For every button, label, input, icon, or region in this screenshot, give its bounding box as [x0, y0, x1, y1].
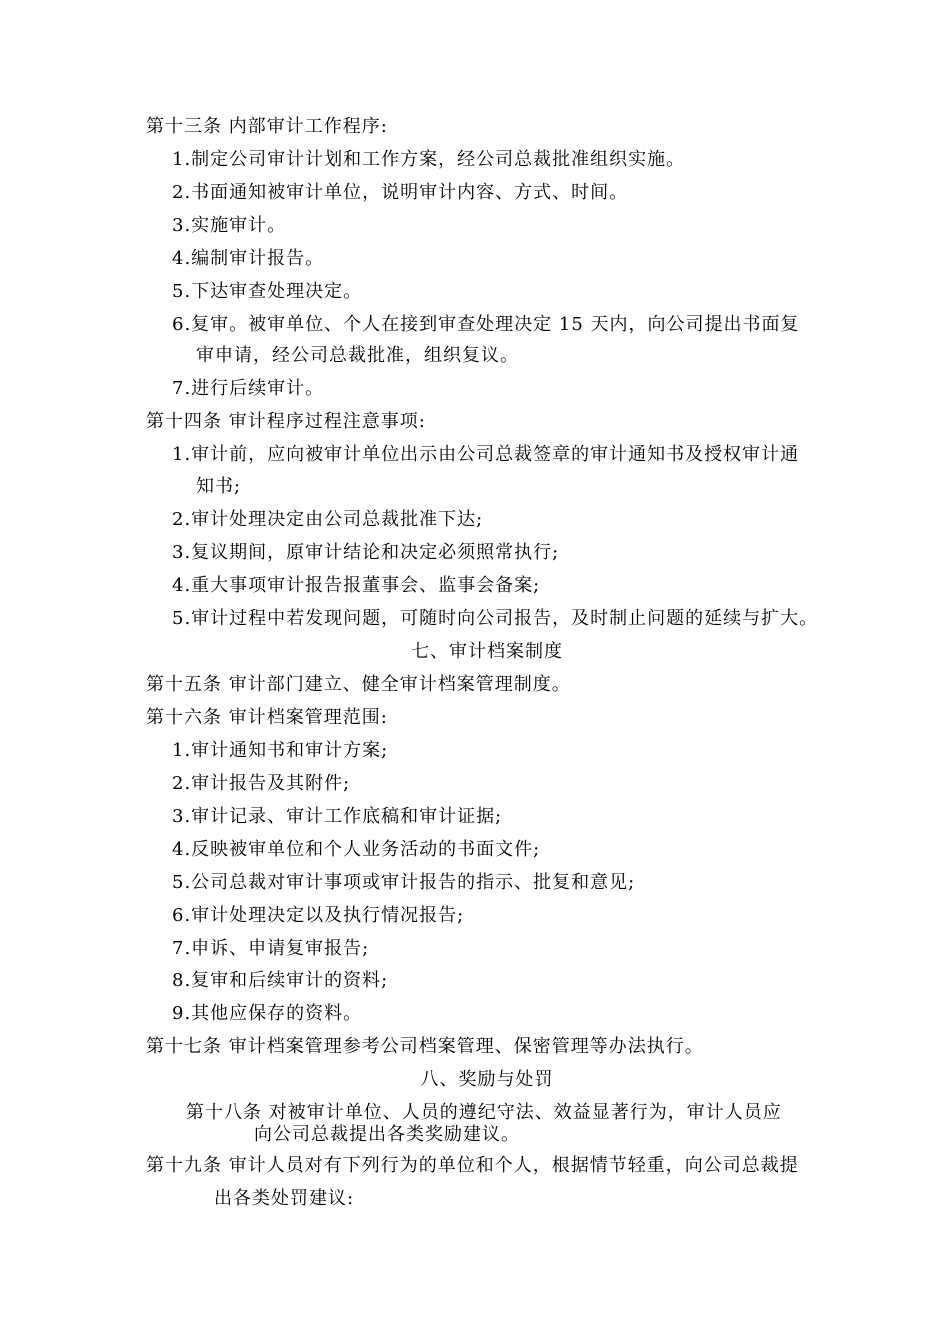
article-16-title: 第十六条 审计档案管理范围:: [146, 707, 388, 728]
article-13-item-2: 2.书面通知被审计单位，说明审计内容、方式、时间。: [172, 182, 629, 203]
article-13-item-6-cont: 审申请，经公司总裁批准，组织复议。: [196, 345, 519, 366]
article-13-item-5: 5.下达审查处理决定。: [172, 281, 363, 302]
article-14-item-4: 4.重大事项审计报告报董事会、监事会备案;: [172, 575, 541, 596]
article-14-item-1-cont: 知书;: [196, 476, 242, 497]
article-13-item-3: 3.实施审计。: [172, 215, 287, 236]
article-13-item-1: 1.制定公司审计计划和工作方案，经公司总裁批准组织实施。: [172, 149, 686, 170]
article-14-item-3: 3.复议期间，原审计结论和决定必须照常执行;: [172, 542, 560, 563]
article-16-item-4: 4.反映被审单位和个人业务活动的书面文件;: [172, 839, 541, 860]
article-16-item-7: 7.申诉、申请复审报告;: [172, 938, 370, 959]
article-18-line-2: 向公司总裁提出各类奖励建议。: [254, 1124, 520, 1145]
article-14-item-1: 1.审计前，应向被审计单位出示由公司总裁签章的审计通知书及授权审计通: [172, 444, 800, 465]
article-16-item-5: 5.公司总裁对审计事项或审计报告的指示、批复和意见;: [172, 872, 636, 893]
article-16-item-8: 8.复审和后续审计的资料;: [172, 970, 389, 991]
article-15-title: 第十五条 审计部门建立、健全审计档案管理制度。: [146, 674, 571, 695]
article-19-line-2: 出各类处罚建议:: [214, 1188, 355, 1209]
article-16-item-2: 2.审计报告及其附件;: [172, 773, 351, 794]
article-17-title: 第十七条 审计档案管理参考公司档案管理、保密管理等办法执行。: [146, 1036, 704, 1057]
article-16-item-6: 6.审计处理决定以及执行情况报告;: [172, 905, 465, 926]
article-19-line-1: 第十九条 审计人员对有下列行为的单位和个人，根据情节轻重，向公司总裁提: [146, 1155, 799, 1176]
section-8-title: 八、奖励与处罚: [420, 1069, 554, 1090]
article-16-item-9: 9.其他应保存的资料。: [172, 1003, 363, 1024]
section-7-title: 七、审计档案制度: [411, 641, 563, 662]
article-14-item-2: 2.审计处理决定由公司总裁批准下达;: [172, 509, 484, 530]
article-16-item-1: 1.审计通知书和审计方案;: [172, 740, 389, 761]
article-13-item-7: 7.进行后续审计。: [172, 378, 325, 399]
article-14-item-5: 5.审计过程中若发现问题，可随时向公司报告，及时制止问题的延续与扩大。: [172, 608, 819, 629]
article-13-title: 第十三条 内部审计工作程序:: [146, 116, 388, 137]
article-14-title: 第十四条 审计程序过程注意事项:: [146, 411, 426, 432]
article-16-item-3: 3.审计记录、审计工作底稿和审计证据;: [172, 806, 503, 827]
article-13-item-6: 6.复审。被审单位、个人在接到审查处理决定 15 天内，向公司提出书面复: [172, 314, 800, 335]
article-13-item-4: 4.编制审计报告。: [172, 248, 325, 269]
article-18-line-1: 第十八条 对被审计单位、人员的遵纪守法、效益显著行为，审计人员应: [186, 1102, 782, 1123]
